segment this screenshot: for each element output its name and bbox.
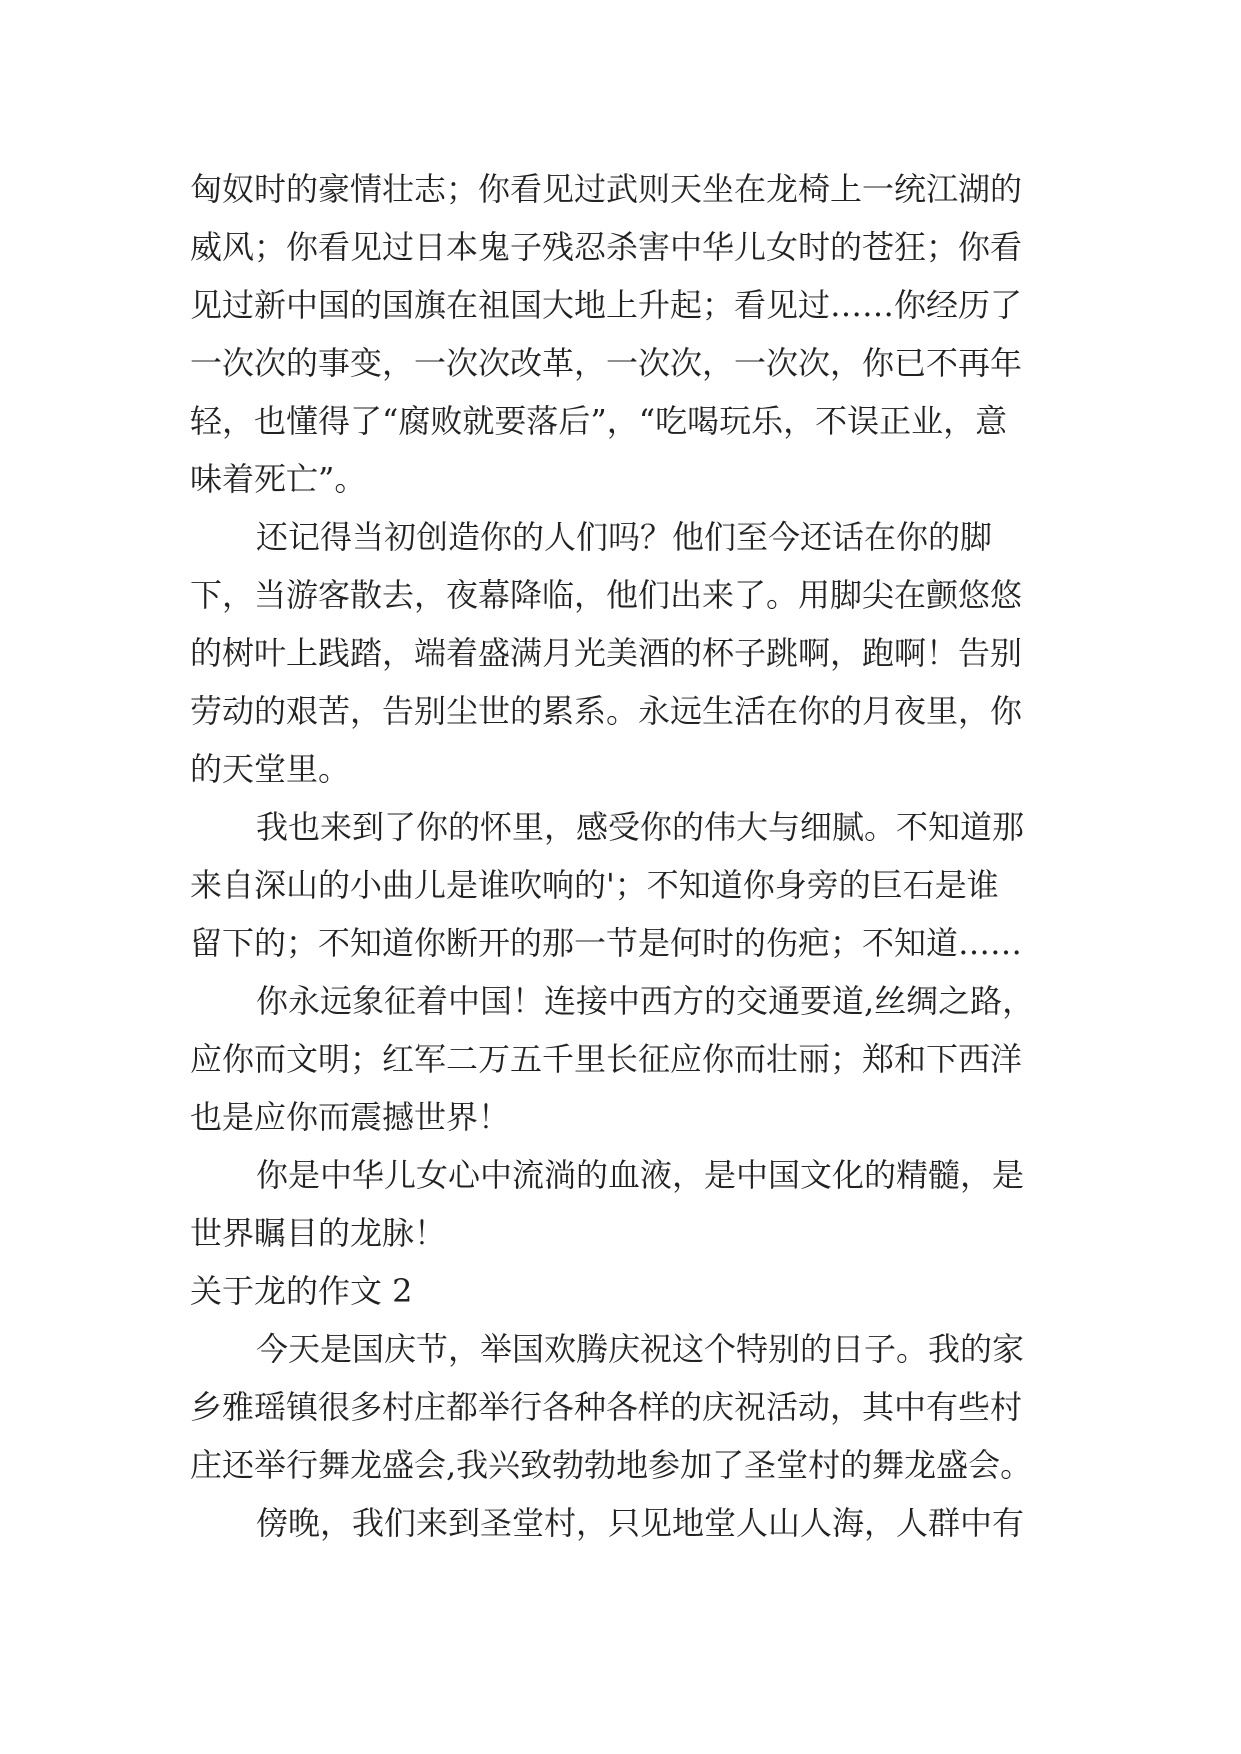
- paragraph-first-line: 你永远象征着中国！连接中西方的交通要道,丝绸之路，: [256, 982, 1035, 1020]
- text-line: 下，当游客散去，夜幕降临，他们出来了。用脚尖在颤悠悠: [190, 576, 1023, 614]
- text-line: 留下的；不知道你断开的那一节是何时的伤疤；不知道……: [190, 924, 1023, 962]
- text-line: 匈奴时的豪情壮志；你看见过武则天坐在龙椅上一统江湖的: [190, 170, 1023, 208]
- text-line: 轻，也懂得了“腐败就要落后”，“吃喝玩乐，不误正业，意: [190, 402, 1008, 440]
- text-line: 来自深山的小曲儿是谁吹响的'；不知道你身旁的巨石是谁: [190, 866, 999, 904]
- text-line: 的天堂里。: [190, 750, 351, 788]
- section-heading: 关于龙的作文 2: [190, 1272, 413, 1310]
- text-line: 威风；你看见过日本鬼子残忍杀害中华儿女时的苍狂；你看: [190, 228, 1023, 266]
- paragraph-first-line: 我也来到了你的怀里，感受你的伟大与细腻。不知道那: [256, 808, 1025, 846]
- paragraph-first-line: 今天是国庆节，举国欢腾庆祝这个特别的日子。我的家: [256, 1330, 1025, 1368]
- text-line: 的树叶上践踏，端着盛满月光美酒的杯子跳啊，跑啊！告别: [190, 634, 1023, 672]
- text-line: 也是应你而震撼世界！: [190, 1098, 511, 1136]
- text-line: 见过新中国的国旗在祖国大地上升起；看见过……你经历了: [190, 286, 1023, 324]
- text-line: 庄还举行舞龙盛会,我兴致勃勃地参加了圣堂村的舞龙盛会。: [190, 1446, 1033, 1484]
- text-line: 乡雅瑶镇很多村庄都举行各种各样的庆祝活动，其中有些村: [190, 1388, 1023, 1426]
- text-line: 应你而文明；红军二万五千里长征应你而壮丽；郑和下西洋: [190, 1040, 1023, 1078]
- paragraph-first-line: 你是中华儿女心中流淌的血液，是中国文化的精髓，是: [256, 1156, 1025, 1194]
- text-line: 劳动的艰苦，告别尘世的累系。永远生活在你的月夜里，你: [190, 692, 1023, 730]
- paragraph-first-line: 还记得当初创造你的人们吗？他们至今还话在你的脚: [256, 518, 993, 556]
- text-line: 味着死亡”。: [190, 460, 367, 498]
- paragraph-first-line: 傍晚，我们来到圣堂村，只见地堂人山人海，人群中有: [256, 1504, 1025, 1542]
- text-line: 一次次的事变，一次次改革，一次次，一次次，你已不再年: [190, 344, 1023, 382]
- text-line: 世界瞩目的龙脉！: [190, 1214, 447, 1252]
- document-body: [190, 160, 1052, 1552]
